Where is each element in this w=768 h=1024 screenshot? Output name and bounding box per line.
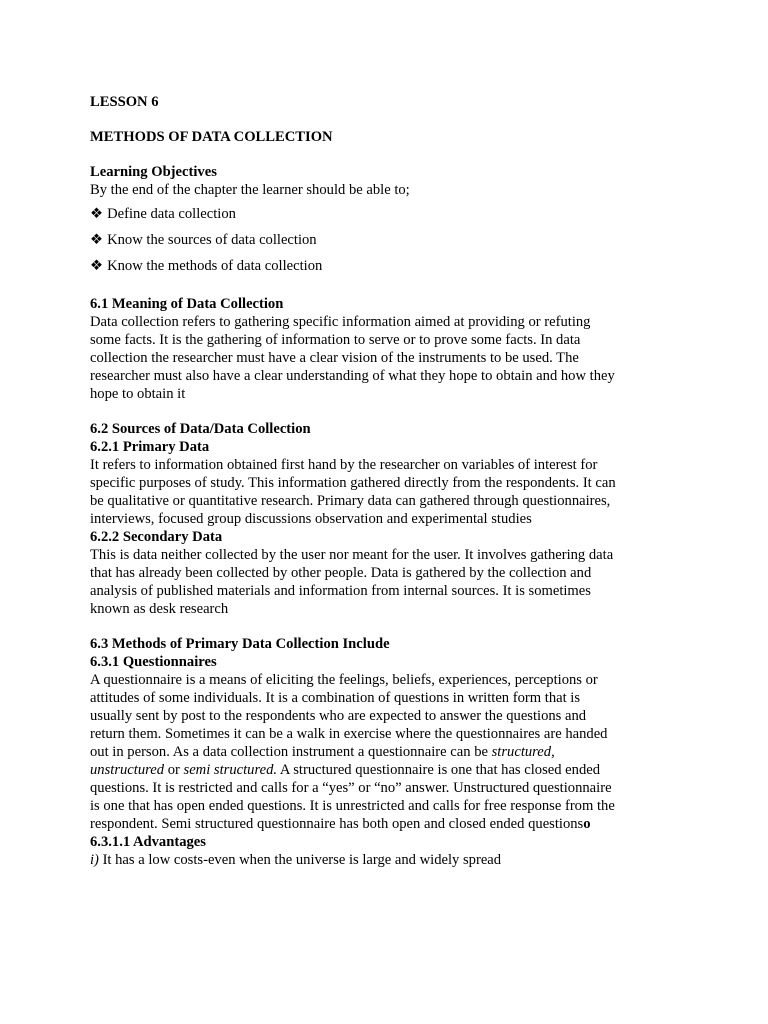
lesson-label: LESSON 6 (90, 94, 159, 110)
bullet-diamond-icon: ❖ (90, 206, 104, 222)
section-heading-6-3: 6.3 Methods of Primary Data Collection Include (90, 636, 390, 652)
bullet-diamond-icon: ❖ (90, 258, 104, 274)
subsection-heading-6-2-1: 6.2.1 Primary Data (90, 439, 210, 455)
questionnaire-text-or: or (164, 762, 184, 778)
objective-text: Define data collection (107, 206, 236, 222)
questionnaire-term-semi-structured: semi structured. (183, 762, 278, 778)
subsection-heading-6-3-1-1: 6.3.1.1 Advantages (90, 834, 206, 850)
section-heading-6-1: 6.1 Meaning of Data Collection (90, 296, 284, 312)
spacer (90, 618, 620, 635)
objective-text: Know the methods of data collection (107, 258, 323, 274)
subsection-body-6-2-1: It refers to information obtained first hand by the researcher on variables of interest for specific purposes of study. This information gathered directly from the respondents. It can be qualitative or quantitative research. Primary data can gathered through questionnaires, interviews, focused group discussions observation and experimental studies (90, 457, 616, 527)
questionnaire-trailing-bold: o (583, 816, 591, 832)
document-page (90, 93, 620, 869)
list-item (90, 205, 620, 223)
list-item (90, 231, 620, 249)
spacer (90, 403, 620, 420)
page-title: METHODS OF DATA COLLECTION (90, 129, 333, 145)
objectives-heading: Learning Objectives (90, 164, 217, 180)
questionnaire-text-part-2: A structured questionnaire is one that has closed ended questions. It is restricted and calls for a “yes” or “no” answer. Unstructured questionnaire is one that has open ended questions. It is unrestricted and calls for free response from the respondent. Semi structured questionnaire has both open and closed ended questions (90, 762, 615, 832)
section-heading-6-2: 6.2 Sources of Data/Data Collection (90, 421, 311, 437)
questionnaire-text-part-1: A questionnaire is a means of eliciting the feelings, beliefs, experiences, perceptions or attitudes of some individuals. It is a combination of questions in written form that is usually sent by post to the respondents who are expected to answer the questions and return them. Sometimes it can be a walk in exercise where the questionnaires are handed out in person. As a data collection instrument a questionnaire can be (90, 672, 608, 760)
advantage-item (90, 851, 620, 869)
questionnaire-term-structured: structured, unstructured (90, 744, 555, 778)
advantage-text: It has a low costs-even when the universe is large and widely spread (98, 852, 502, 868)
list-item (90, 257, 620, 275)
bullet-diamond-icon: ❖ (90, 232, 104, 248)
subsection-heading-6-3-1: 6.3.1 Questionnaires (90, 654, 217, 670)
spacer (90, 283, 620, 295)
section-body-6-1: Data collection refers to gathering specific information aimed at providing or refuting some facts. It is the gathering of information to serve or to prove some facts. In data collection the researcher must have a clear vision of the instruments to be used. The researcher must also have a clear understanding of what they hope to obtain and how they hope to obtain it (90, 314, 615, 402)
objective-text: Know the sources of data collection (107, 232, 317, 248)
advantage-marker: i) (90, 852, 99, 868)
subsection-heading-6-2-2: 6.2.2 Secondary Data (90, 529, 223, 545)
subsection-body-6-2-2: This is data neither collected by the user nor meant for the user. It involves gathering data that has already been collected by other people. Data is gathered by the collection and analysis of published materials and information from internal sources. It is sometimes known as desk research (90, 547, 614, 617)
subsection-body-6-3-1 (90, 671, 620, 833)
objectives-intro: By the end of the chapter the learner should be able to; (90, 182, 410, 198)
